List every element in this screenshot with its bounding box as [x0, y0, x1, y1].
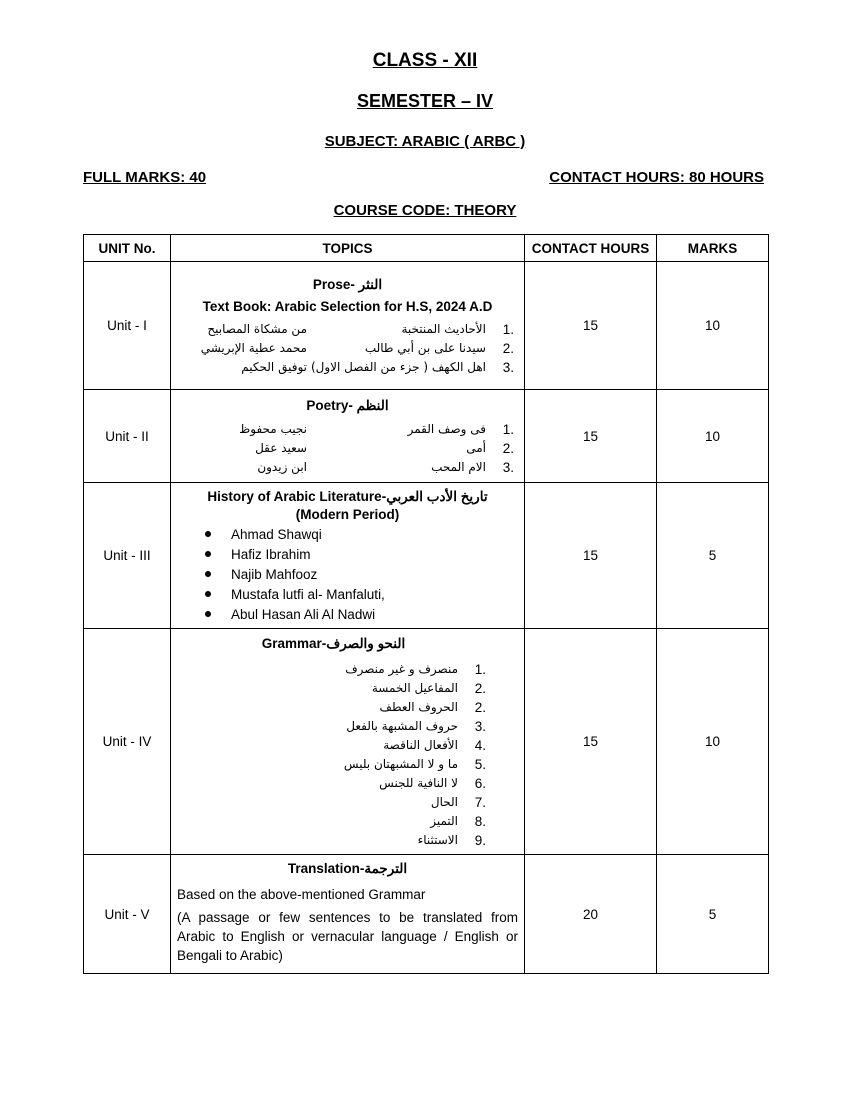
item-number: 7. [474, 794, 486, 810]
unit-number: Unit - II [84, 390, 171, 483]
item-number: 2. [474, 680, 486, 696]
item-number: 3. [502, 359, 514, 375]
list-item [177, 660, 490, 679]
course-code: COURSE CODE: THEORY [333, 202, 517, 219]
item-number: 1. [474, 661, 486, 677]
grammar-topic: التميز [430, 814, 458, 828]
work-title: فى وصف القمر [407, 422, 486, 436]
author-name: Abul Hasan Ali Al Nadwi [231, 606, 376, 622]
contact-hours-value: 15 [525, 629, 657, 855]
grammar-topic: المفاعيل الخمسة [371, 681, 458, 695]
contact-hours: CONTACT HOURS: 80 HOURS [549, 169, 764, 186]
grammar-topic: منصرف و غير منصرف [345, 662, 458, 676]
section-title: Prose- النثر [312, 276, 383, 292]
syllabus-table [83, 234, 769, 974]
item-number: 4. [474, 737, 486, 753]
bullet-icon [205, 611, 211, 617]
semester-title: SEMESTER – IV [356, 91, 494, 111]
column-header: UNIT No. [84, 235, 171, 262]
grammar-topic: الحروف العطف [379, 700, 458, 714]
contact-hours-value: 15 [525, 483, 657, 629]
list-item [177, 831, 490, 850]
column-header: MARKS [657, 235, 769, 262]
unit-number: Unit - V [84, 855, 171, 974]
section-title: Grammar-النحو والصرف [261, 635, 406, 651]
list-item [177, 736, 490, 755]
topics-cell [171, 629, 525, 855]
author-name: ابن زيدون [257, 460, 307, 474]
contact-hours-value: 15 [525, 262, 657, 390]
item-number: 6. [474, 775, 486, 791]
section-title: History of Arabic Literature-تاريخ الأدب العربي [207, 489, 488, 504]
class-title: CLASS - XII [372, 50, 478, 71]
translation-note: Based on the above-mentioned Grammar [177, 887, 426, 902]
list-item [177, 584, 518, 604]
list-item [177, 320, 518, 339]
section-title: Poetry- النظم [306, 397, 389, 413]
work-title: أمى [466, 441, 486, 455]
grammar-topic: ما و لا المشبهتان بليس [343, 757, 458, 771]
bullet-icon [205, 591, 211, 597]
marks-value: 10 [657, 390, 769, 483]
bullet-icon [205, 531, 211, 537]
unit-number: Unit - IV [84, 629, 171, 855]
author-name: من مشكاة المصابيح [207, 322, 307, 336]
author-name: Hafiz Ibrahim [231, 546, 311, 562]
topics-cell [171, 390, 525, 483]
list-item [177, 420, 518, 439]
work-title: سيدنا على بن أبي طالب [364, 341, 486, 355]
item-number: 8. [474, 813, 486, 829]
textbook-title: Text Book: Arabic Selection for H.S, 2024 A.D [202, 298, 493, 314]
marks-value: 10 [657, 629, 769, 855]
item-number: 3. [474, 718, 486, 734]
grammar-topic: الأفعال الناقصة [383, 738, 458, 752]
item-number: 5. [474, 756, 486, 772]
marks-value: 5 [657, 483, 769, 629]
grammar-topic: حروف المشبهة بالفعل [346, 719, 458, 733]
list-item [177, 812, 490, 831]
list-item [177, 358, 518, 377]
column-header: TOPICS [171, 235, 525, 262]
author-name: Najib Mahfooz [231, 566, 318, 582]
item-number: 2. [474, 699, 486, 715]
list-item [177, 604, 518, 624]
section-title: Translation-الترجمة [287, 861, 408, 876]
bullet-icon [205, 551, 211, 557]
column-header: CONTACT HOURS [525, 235, 657, 262]
author-name: توفيق الحكيم [241, 360, 307, 374]
item-number: 3. [502, 459, 514, 475]
list-item [177, 339, 518, 358]
list-item [177, 793, 490, 812]
topics-cell [171, 262, 525, 390]
list-item [177, 564, 518, 584]
list-item [177, 717, 490, 736]
marks-value: 10 [657, 262, 769, 390]
table-row [84, 390, 769, 483]
list-item [177, 439, 518, 458]
grammar-topic: الحال [430, 795, 458, 809]
table-row [84, 855, 769, 974]
subject-title: SUBJECT: ARABIC ( ARBC ) [324, 133, 526, 150]
topics-cell [171, 483, 525, 629]
grammar-topic: الاستثناء [417, 833, 458, 847]
author-name: نجيب محفوظ [239, 422, 307, 436]
work-title: الام المحب [431, 460, 486, 474]
list-item [177, 458, 518, 477]
list-item [177, 698, 490, 717]
contact-hours-value: 15 [525, 390, 657, 483]
item-number: 1. [502, 321, 514, 337]
item-number: 9. [474, 832, 486, 848]
author-name: Mustafa lutfi al- Manfaluti, [231, 586, 385, 602]
list-item [177, 774, 490, 793]
item-number: 2. [502, 440, 514, 456]
item-number: 2. [502, 340, 514, 356]
list-item [177, 544, 518, 564]
marks-value: 5 [657, 855, 769, 974]
contact-hours-value: 20 [525, 855, 657, 974]
author-name: محمد عطية الإبريشي [200, 341, 307, 355]
grammar-topic: لا النافية للجنس [379, 776, 458, 790]
list-item [177, 524, 518, 544]
table-row [84, 483, 769, 629]
work-title: الأحاديث المنتخبة [401, 322, 486, 336]
period-subtitle: (Modern Period) [295, 507, 400, 522]
translation-description: (A passage or few sentences to be translated from Arabic to English or vernacular language / English or Bengali to Arabic) [177, 910, 518, 963]
list-item [177, 755, 490, 774]
bullet-icon [205, 571, 211, 577]
full-marks: FULL MARKS: 40 [83, 169, 207, 186]
list-item [177, 679, 490, 698]
table-header-row [84, 235, 769, 262]
topics-cell [171, 855, 525, 974]
author-name: سعيد عقل [255, 441, 307, 455]
unit-number: Unit - III [84, 483, 171, 629]
work-title: اهل الكهف ( جزء من الفصل الاول) [310, 360, 486, 374]
table-row [84, 629, 769, 855]
table-row [84, 262, 769, 390]
item-number: 1. [502, 421, 514, 437]
unit-number: Unit - I [84, 262, 171, 390]
author-name: Ahmad Shawqi [231, 526, 322, 542]
